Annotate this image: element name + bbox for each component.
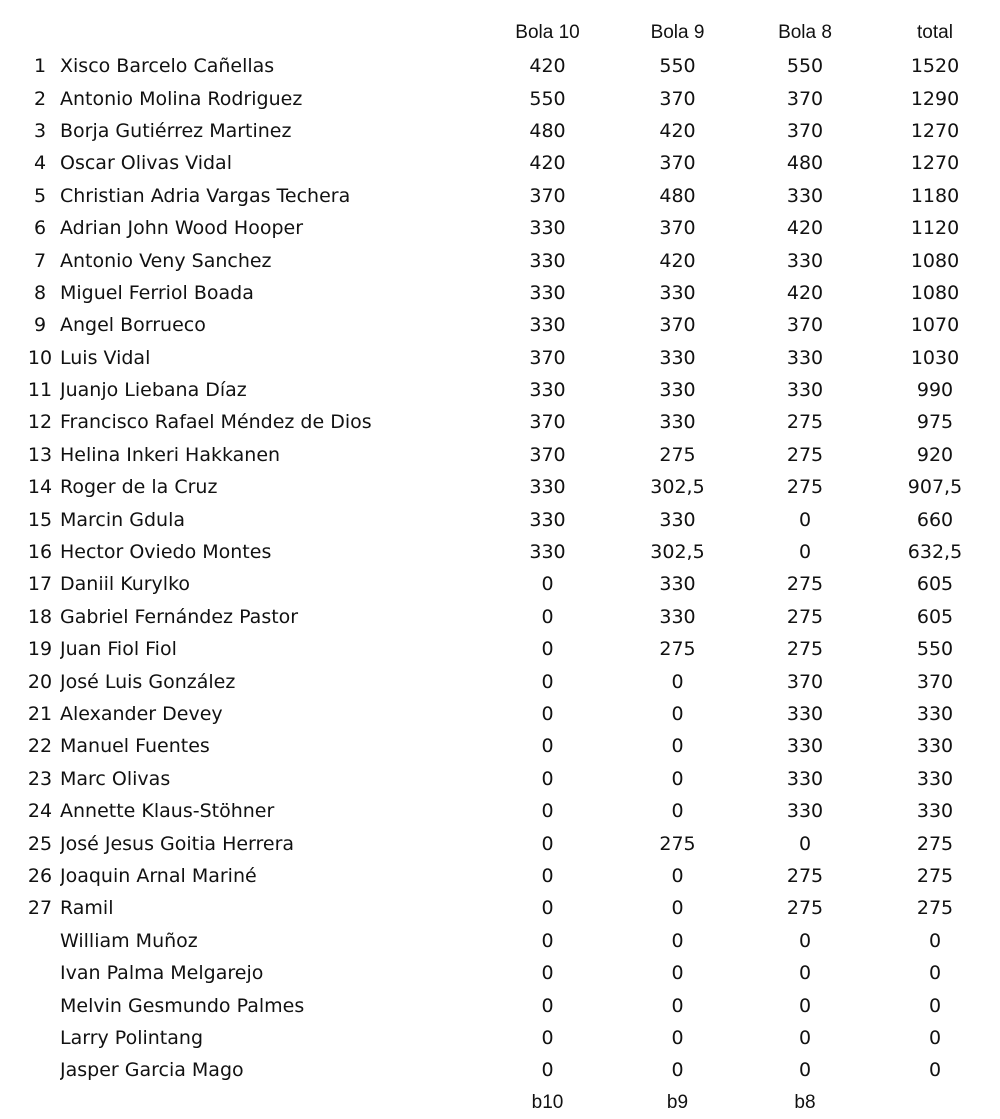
total-score: 605 [916, 573, 954, 596]
table-row [20, 633, 1000, 665]
rank-cell: 25 [27, 832, 53, 855]
total-score: 0 [928, 929, 942, 952]
rank-cell: 23 [27, 767, 53, 790]
table-row [20, 503, 1000, 535]
table-row [20, 892, 1000, 924]
bola10-score: 370 [529, 411, 566, 434]
player-name: Hector Oviedo Montes [60, 541, 272, 564]
bola10-score: 0 [541, 735, 554, 758]
bola8-score: 330 [786, 735, 824, 758]
player-name: Melvin Gesmundo Palmes [60, 994, 305, 1017]
total-score: 907,5 [907, 476, 963, 499]
player-name: Alexander Devey [60, 703, 223, 725]
rank-cell: 1 [33, 55, 47, 78]
header-rank [20, 16, 60, 50]
player-name: Ramil [60, 897, 114, 920]
player-name: Marcin Gdula [60, 508, 185, 531]
player-name: Joaquin Arnal Mariné [60, 864, 257, 887]
total-score: 330 [916, 800, 954, 823]
rank-cell: 5 [33, 184, 47, 207]
table-row [20, 309, 1000, 341]
bola10-score: 0 [541, 929, 554, 952]
table-row [20, 342, 1000, 374]
total-score: 550 [916, 638, 954, 661]
table-row [20, 1054, 1000, 1086]
footer-total [870, 1087, 1000, 1119]
player-name: Ivan Palma Melgarejo [60, 962, 264, 985]
bola8-score: 0 [798, 929, 812, 952]
header-bola10: Bola 10 [515, 22, 580, 43]
bola9-score: 330 [659, 508, 696, 531]
total-score: 660 [916, 508, 954, 531]
bola10-score: 0 [541, 994, 554, 1017]
rank-cell [20, 957, 60, 989]
total-score: 275 [916, 864, 954, 887]
table-row [20, 277, 1000, 309]
player-name: José Luis González [60, 670, 236, 693]
bola8-score: 480 [786, 152, 824, 175]
player-name: Gabriel Fernández Pastor [60, 605, 299, 628]
player-name: Borja Gutiérrez Martinez [60, 119, 292, 142]
player-name: Adrian John Wood Hooper [60, 217, 304, 240]
footer-row [20, 1087, 1000, 1119]
bola10-score: 550 [529, 87, 566, 110]
rank-cell: 6 [33, 217, 47, 240]
ranking-rows [20, 50, 1000, 1087]
bola10-score: 370 [529, 184, 566, 207]
bola9-score: 0 [671, 735, 684, 758]
bola8-score: 275 [786, 573, 824, 596]
bola8-score: 275 [786, 897, 824, 920]
bola8-score: 0 [798, 962, 812, 985]
total-score: 0 [928, 994, 942, 1017]
player-name: Larry Polintang [60, 1026, 204, 1049]
header-name [60, 16, 480, 50]
table-row [20, 698, 1000, 730]
bola8-score: 330 [786, 767, 824, 790]
total-score: 330 [916, 703, 954, 725]
bola9-score: 0 [671, 929, 684, 952]
footer-b10: b10 [531, 1091, 564, 1113]
rank-cell: 15 [27, 508, 53, 531]
rank-cell: 21 [27, 703, 53, 725]
total-score: 275 [916, 832, 954, 855]
bola9-score: 330 [659, 411, 696, 434]
bola8-score: 330 [786, 184, 824, 207]
rank-cell: 2 [33, 87, 47, 110]
bola8-score: 370 [786, 87, 824, 110]
total-score: 1070 [910, 314, 960, 337]
bola10-score: 420 [529, 55, 566, 78]
bola9-score: 330 [659, 605, 696, 628]
rank-cell: 3 [33, 119, 47, 142]
table-row [20, 1022, 1000, 1054]
table-row [20, 212, 1000, 244]
player-name: José Jesus Goitia Herrera [60, 832, 295, 855]
total-score: 275 [916, 897, 954, 920]
bola9-score: 0 [671, 1026, 684, 1049]
bola8-score: 0 [798, 508, 812, 531]
rank-cell: 18 [27, 605, 53, 628]
bola8-score: 0 [798, 1059, 812, 1082]
bola8-score: 330 [786, 249, 824, 272]
table-row [20, 601, 1000, 633]
bola8-score: 275 [786, 476, 824, 499]
footer-name [60, 1087, 480, 1119]
rank-cell: 11 [27, 379, 53, 402]
total-score: 1030 [910, 346, 960, 369]
rank-cell: 14 [27, 476, 53, 499]
total-score: 975 [916, 411, 954, 434]
table-row [20, 860, 1000, 892]
table-row [20, 827, 1000, 859]
total-score: 1290 [910, 87, 960, 110]
rank-cell: 27 [27, 897, 53, 920]
total-score: 920 [916, 443, 954, 466]
bola10-score: 0 [541, 1026, 554, 1049]
bola9-score: 330 [659, 379, 696, 402]
table-row [20, 244, 1000, 276]
bola10-score: 0 [541, 605, 554, 628]
bola8-score: 0 [798, 1026, 812, 1049]
rank-cell: 20 [27, 670, 53, 693]
rank-cell [20, 989, 60, 1021]
bola9-score: 0 [671, 864, 684, 887]
bola10-score: 330 [529, 508, 566, 531]
player-name: Antonio Molina Rodriguez [60, 87, 303, 110]
table-row [20, 925, 1000, 957]
table-row [20, 536, 1000, 568]
bola9-score: 420 [659, 249, 696, 272]
player-name: Jasper Garcia Mago [60, 1059, 244, 1082]
rank-cell: 22 [27, 735, 53, 758]
bola10-score: 0 [541, 1059, 554, 1082]
total-score: 0 [928, 962, 942, 985]
rank-cell [20, 925, 60, 957]
bola8-score: 330 [786, 379, 824, 402]
bola10-score: 370 [529, 443, 566, 466]
bola10-score: 0 [541, 573, 554, 596]
total-score: 370 [916, 670, 954, 693]
player-name: Daniil Kurylko [60, 573, 191, 596]
rank-cell: 7 [33, 249, 47, 272]
bola8-score: 370 [786, 119, 824, 142]
total-score: 330 [916, 767, 954, 790]
rank-cell: 4 [33, 152, 47, 175]
bola8-score: 275 [786, 411, 824, 434]
rank-cell: 24 [27, 800, 53, 823]
player-name: Francisco Rafael Méndez de Dios [60, 411, 372, 434]
table-row [20, 147, 1000, 179]
total-score: 330 [916, 735, 954, 758]
bola10-score: 0 [541, 864, 554, 887]
table-row [20, 665, 1000, 697]
bola8-score: 275 [786, 638, 824, 661]
bola8-score: 370 [786, 314, 824, 337]
bola10-score: 0 [541, 962, 554, 985]
bola8-score: 275 [786, 605, 824, 628]
bola8-score: 0 [798, 541, 812, 564]
footer-b8: b8 [794, 1091, 816, 1113]
bola8-score: 550 [786, 55, 824, 78]
bola8-score: 330 [786, 800, 824, 823]
bola9-score: 550 [659, 55, 696, 78]
player-name: Juan Fiol Fiol [60, 638, 177, 661]
player-name: Helina Inkeri Hakkanen [60, 443, 281, 466]
bola8-score: 420 [786, 217, 824, 240]
table-row [20, 439, 1000, 471]
bola9-score: 0 [671, 897, 684, 920]
player-name: Juanjo Liebana Díaz [60, 379, 247, 402]
player-name: Luis Vidal [60, 346, 151, 369]
bola9-score: 0 [671, 670, 684, 693]
bola10-score: 480 [529, 119, 566, 142]
rank-cell: 9 [33, 314, 47, 337]
bola9-score: 370 [659, 152, 696, 175]
bola10-score: 0 [541, 897, 554, 920]
bola8-score: 330 [786, 703, 824, 725]
bola10-score: 330 [529, 541, 566, 564]
total-score: 1120 [910, 217, 960, 240]
bola9-score: 330 [659, 281, 696, 304]
bola8-score: 330 [786, 346, 824, 369]
total-score: 1080 [910, 249, 960, 272]
total-score: 1180 [910, 184, 960, 207]
bola10-score: 330 [529, 476, 566, 499]
player-name: Xisco Barcelo Cañellas [60, 55, 275, 78]
bola9-score: 275 [659, 638, 696, 661]
total-score: 1270 [910, 152, 960, 175]
table-row [20, 730, 1000, 762]
bola9-score: 275 [659, 443, 696, 466]
bola10-score: 370 [529, 346, 566, 369]
rank-cell: 19 [27, 638, 53, 661]
bola9-score: 0 [671, 800, 684, 823]
rank-cell: 13 [27, 443, 53, 466]
bola10-score: 330 [529, 314, 566, 337]
header-bola9: Bola 9 [650, 22, 705, 43]
player-name: Oscar Olivas Vidal [60, 152, 232, 175]
bola8-score: 275 [786, 864, 824, 887]
footer-rank [20, 1087, 60, 1119]
table-row [20, 989, 1000, 1021]
total-score: 1520 [910, 55, 960, 78]
bola9-score: 370 [659, 217, 696, 240]
bola10-score: 0 [541, 638, 554, 661]
bola10-score: 330 [529, 249, 566, 272]
table-row [20, 406, 1000, 438]
table-row [20, 763, 1000, 795]
header-total: total [917, 22, 953, 43]
bola9-score: 0 [671, 767, 684, 790]
bola9-score: 420 [659, 119, 696, 142]
ranking-table [20, 16, 1000, 1119]
table-row [20, 115, 1000, 147]
bola10-score: 0 [541, 800, 554, 823]
rank-cell: 8 [33, 281, 47, 304]
table-row [20, 374, 1000, 406]
bola8-score: 420 [786, 281, 824, 304]
bola8-score: 370 [786, 670, 824, 693]
bola9-score: 370 [659, 87, 696, 110]
bola8-score: 275 [786, 443, 824, 466]
table-row [20, 180, 1000, 212]
total-score: 632,5 [907, 541, 963, 564]
player-name: Antonio Veny Sanchez [60, 249, 272, 272]
player-name: Manuel Fuentes [60, 735, 210, 758]
bola8-score: 0 [798, 994, 812, 1017]
total-score: 0 [928, 1026, 942, 1049]
bola10-score: 0 [541, 832, 554, 855]
table-row [20, 568, 1000, 600]
bola9-score: 275 [659, 832, 696, 855]
bola10-score: 330 [529, 379, 566, 402]
bola9-score: 302,5 [650, 541, 705, 564]
bola9-score: 302,5 [650, 476, 705, 499]
player-name: Christian Adria Vargas Techera [60, 184, 351, 207]
bola9-score: 330 [659, 573, 696, 596]
bola10-score: 420 [529, 152, 566, 175]
footer-b9: b9 [666, 1091, 689, 1113]
bola9-score: 0 [671, 703, 684, 725]
total-score: 990 [916, 379, 954, 402]
rank-cell: 26 [27, 864, 53, 887]
bola9-score: 0 [671, 1059, 684, 1082]
total-score: 1080 [910, 281, 960, 304]
table-row [20, 795, 1000, 827]
bola9-score: 480 [659, 184, 696, 207]
total-score: 0 [928, 1059, 942, 1082]
header-bola8: Bola 8 [778, 22, 832, 43]
player-name: William Muñoz [60, 929, 198, 952]
total-score: 1270 [910, 119, 960, 142]
player-name: Angel Borrueco [60, 314, 206, 337]
bola9-score: 0 [671, 994, 684, 1017]
table-row [20, 82, 1000, 114]
bola10-score: 330 [529, 281, 566, 304]
bola10-score: 0 [541, 767, 554, 790]
header-row [20, 16, 1000, 50]
bola9-score: 0 [671, 962, 684, 985]
player-name: Marc Olivas [60, 767, 171, 790]
total-score: 605 [916, 605, 954, 628]
table-row [20, 471, 1000, 503]
player-name: Miguel Ferriol Boada [60, 281, 254, 304]
rank-cell: 10 [27, 346, 53, 369]
rank-cell [20, 1022, 60, 1054]
rank-cell: 12 [27, 411, 53, 434]
player-name: Roger de la Cruz [60, 476, 218, 499]
bola8-score: 0 [798, 832, 812, 855]
bola10-score: 0 [541, 670, 554, 693]
table-row [20, 957, 1000, 989]
bola10-score: 0 [541, 703, 554, 725]
table-row [20, 50, 1000, 82]
rank-cell: 16 [27, 541, 53, 564]
rank-cell: 17 [27, 573, 53, 596]
bola10-score: 330 [529, 217, 566, 240]
player-name: Annette Klaus-Stöhner [60, 800, 275, 823]
bola9-score: 370 [659, 314, 696, 337]
bola9-score: 330 [659, 346, 696, 369]
rank-cell [20, 1054, 60, 1086]
